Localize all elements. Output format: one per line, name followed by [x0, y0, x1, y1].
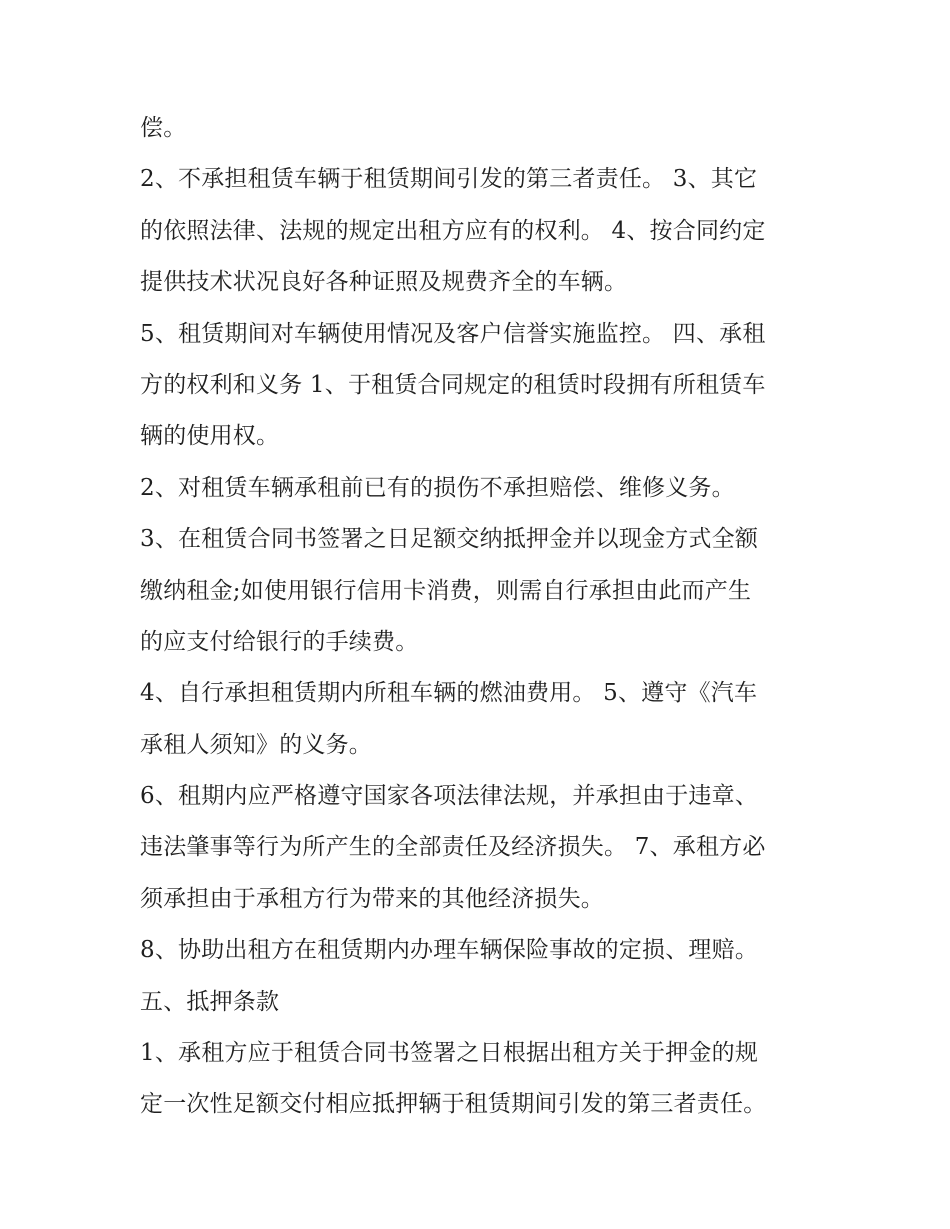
text-line: 8、协助出租方在租赁期内办理车辆保险事故的定损、理赔。: [140, 937, 759, 964]
text-line: 须承担由于承租方行为带来的其他经济损失。: [140, 885, 604, 912]
text-line: 4、自行承担租赁期内所租车辆的燃油费用。 5、遵守《汽车: [140, 680, 758, 707]
text-line: 5、租赁期间对车辆使用情况及客户信誉实施监控。 四、承租: [140, 320, 766, 347]
text-line: 偿。: [140, 115, 187, 141]
text-line: 2、不承担租赁车辆于租赁期间引发的第三者责任。 3、其它: [140, 166, 758, 193]
text-line: 提供技术状况良好各种证照及规费齐全的车辆。: [140, 269, 628, 296]
text-line: 3、在租赁合同书签署之日足额交纳抵押金并以现金方式全额: [140, 526, 759, 553]
text-line: 方的权利和义务 1、于租赁合同规定的租赁时段拥有所租赁车: [140, 371, 766, 398]
text-line: 违法肇事等行为所产生的全部责任及经济损失。 7、承租方必: [140, 834, 766, 861]
text-line: 定一次性足额交付相应抵押辆于租赁期间引发的第三者责任。: [140, 1091, 767, 1118]
text-line: 的应支付给银行的手续费。: [140, 628, 419, 655]
text-line: 的依照法律、法规的规定出租方应有的权利。 4、按合同约定: [140, 217, 766, 244]
text-line: 承租人须知》的义务。: [140, 731, 372, 758]
text-line: 辆的使用权。: [140, 423, 280, 450]
text-line: 1、承租方应于租赁合同书签署之日根据出租方关于押金的规: [140, 1040, 759, 1067]
text-line: 2、对租赁车辆承租前已有的损伤不承担赔偿、维修义务。: [140, 474, 735, 501]
text-line: 五、抵押条款: [140, 988, 280, 1015]
text-line: 6、租期内应严格遵守国家各项法律法规，并承担由于违章、: [140, 783, 759, 810]
text-line: 缴纳租金;如使用银行信用卡消费，则需自行承担由此而产生: [140, 577, 752, 604]
contract-text-block: [140, 106, 820, 1134]
